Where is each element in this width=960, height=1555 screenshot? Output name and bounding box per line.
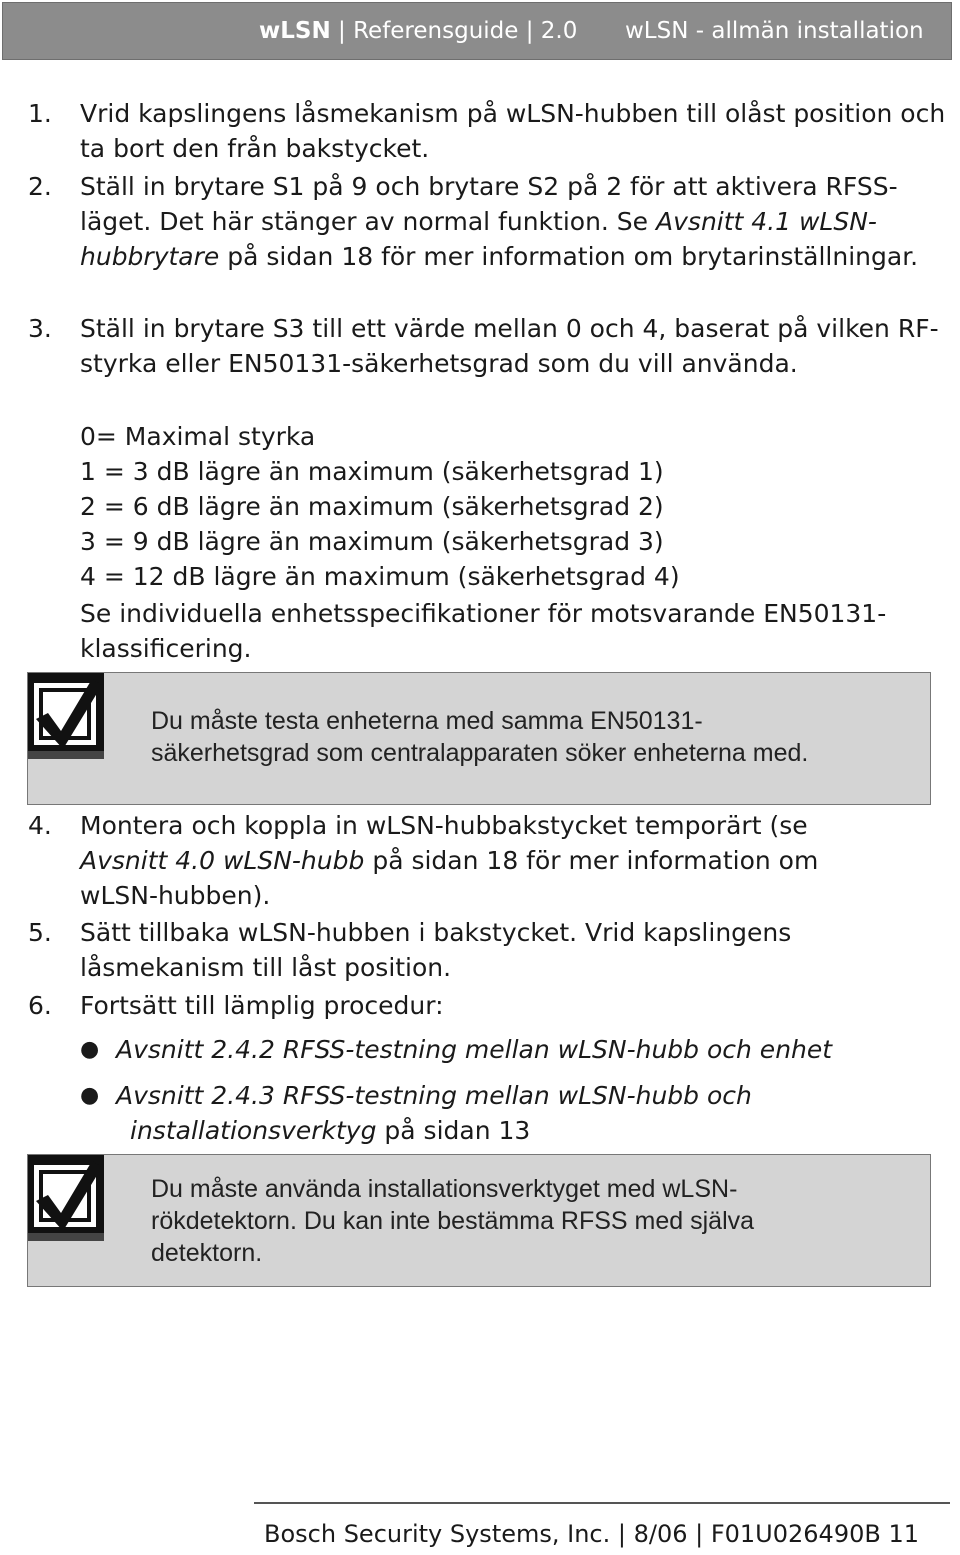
note-box <box>27 1154 931 1287</box>
cross-reference: Avsnitt 4.0 wLSN-hubb <box>80 846 365 875</box>
step-number: 5. <box>28 918 52 947</box>
checkbox-check-icon <box>28 1155 104 1241</box>
page-header <box>2 2 952 60</box>
level-item: 2 = 6 dB lägre än maximum (säkerhetsgrad 2) <box>80 492 664 521</box>
footer-divider <box>254 1502 950 1504</box>
page-footer: Bosch Security Systems, Inc. | 8/06 | F01U026490B 11 <box>264 1520 919 1548</box>
step-number: 2. <box>28 172 52 201</box>
step-number: 6. <box>28 991 52 1020</box>
level-item: 1 = 3 dB lägre än maximum (säkerhetsgrad 1) <box>80 457 664 486</box>
procedure-link[interactable]: Avsnitt 2.4.2 RFSS-testning mellan wLSN-hubb och enhet <box>116 1035 833 1064</box>
step-1-text: Vrid kapslingens låsmekanism på wLSN-hubben till olåst position och ta bort den från bakstycket. <box>80 99 946 163</box>
step-number: 4. <box>28 811 52 840</box>
step-2-text: Ställ in brytare S1 på 9 och brytare S2 på 2 för att aktivera RFSS-läget. Det här stänger av normal funktion. Se Avsnitt 4.1 wLSN-hubbrytare på sidan 18 för mer information om brytarinställningar. <box>80 172 919 271</box>
step-number: 1. <box>28 99 52 128</box>
step-5-text: Sätt tillbaka wLSN-hubben i bakstycket. Vrid kapslingens låsmekanism till låst position. <box>80 918 792 982</box>
header-guide-title: wLSN | Referensguide | 2.0 <box>259 18 578 44</box>
step-3-text: Ställ in brytare S3 till ett värde mellan 0 och 4, baserat på vilken RF-styrka eller EN50131-säkerhetsgrad som du vill använda. <box>80 314 939 378</box>
cross-reference: Avsnitt 4.1 wLSN-hubbrytare <box>80 207 877 271</box>
step-4-text: Montera och koppla in wLSN-hubbakstycket temporärt (se Avsnitt 4.0 wLSN-hubb på sidan 18 för mer information om wLSN-hubben). <box>80 811 819 910</box>
note-text: Du måste testa enheterna med samma EN50131- säkerhetsgrad som centralapparaten söker enheterna med. <box>151 707 809 767</box>
header-section-title: wLSN - allmän installation <box>625 18 924 44</box>
checkbox-check-icon <box>28 673 104 759</box>
procedure-link[interactable]: Avsnitt 2.4.3 RFSS-testning mellan wLSN-hubb och <box>116 1081 752 1110</box>
see-individual-text: klassificering. <box>80 634 252 663</box>
step-number: 3. <box>28 314 52 343</box>
bullet-dot-icon: ● <box>80 1083 100 1108</box>
step-6-text: Fortsätt till lämplig procedur: <box>80 991 444 1020</box>
level-item: 3 = 9 dB lägre än maximum (säkerhetsgrad 3) <box>80 527 664 556</box>
procedure-link-continued: installationsverktyg på sidan 13 <box>130 1116 531 1145</box>
level-item: 4 = 12 dB lägre än maximum (säkerhetsgrad 4) <box>80 562 680 591</box>
bullet-dot-icon: ● <box>80 1037 100 1062</box>
level-item: 0= Maximal styrka <box>80 422 316 451</box>
see-individual-text: Se individuella enhetsspecifikationer för motsvarande EN50131- <box>80 599 887 628</box>
note-text: Du måste använda installationsverktyget med wLSN- rökdetektorn. Du kan inte bestämma RFSS med själva detektorn. <box>151 1175 755 1267</box>
note-box <box>27 672 931 805</box>
